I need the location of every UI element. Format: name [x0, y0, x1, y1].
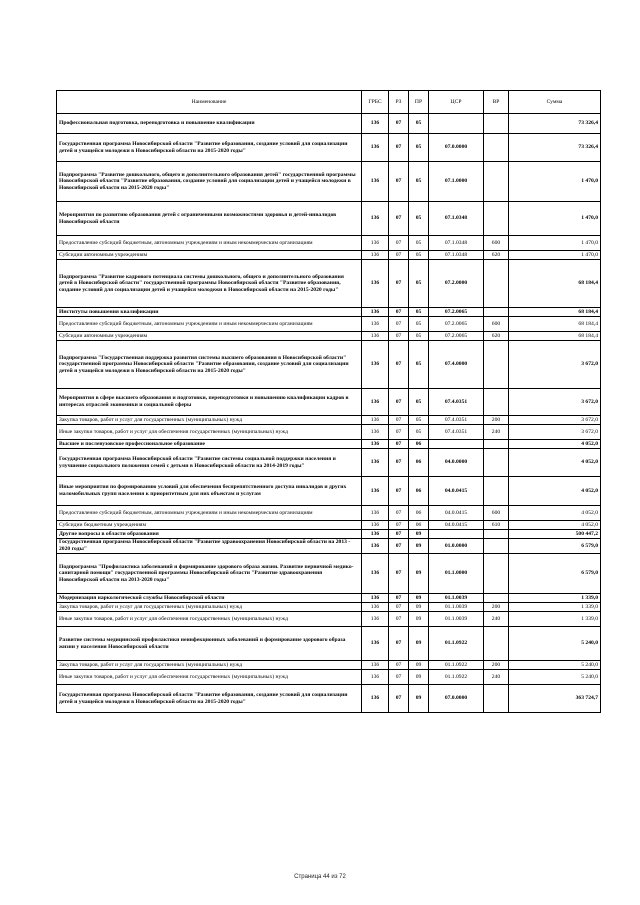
cell-pr: 09 — [409, 554, 429, 594]
cell-sum: 500 447,2 — [509, 530, 601, 539]
cell-pr: 05 — [409, 308, 429, 317]
cell-vr — [484, 162, 509, 202]
cell-pr: 05 — [409, 114, 429, 134]
table-row — [57, 308, 601, 317]
cell-vr: 200 — [484, 416, 509, 425]
cell-csr: 01.1.0922 — [429, 627, 484, 661]
cell-name: Подпрограмма "Развитие дошкольного, общего и дополнительного образования детей" государственной программы Новосибирской области "Развитие образования, создание условий для социализации детей и учащейся молодежи в Новосибирской области на 2015-2020 годы" — [57, 162, 362, 202]
cell-grbs: 136 — [362, 440, 389, 449]
cell-csr: 07.4.0000 — [429, 341, 484, 389]
cell-sum: 68 184,4 — [509, 332, 601, 341]
table-row — [57, 332, 601, 341]
cell-name: Высшее и послевузовское профессиональное образование — [57, 440, 362, 449]
cell-vr — [484, 627, 509, 661]
cell-sum: 1 470,0 — [509, 202, 601, 236]
cell-vr — [484, 389, 509, 416]
cell-name: Другие вопросы в области образования — [57, 530, 362, 539]
table-row — [57, 416, 601, 425]
cell-grbs: 136 — [362, 670, 389, 685]
cell-pr: 09 — [409, 594, 429, 603]
cell-name: Иные закупки товаров, работ и услуг для обеспечения государственных (муниципальных) нужд — [57, 425, 362, 440]
cell-csr: 01.1.0039 — [429, 603, 484, 612]
table-row — [57, 425, 601, 440]
cell-name: Мероприятия по развитию образования детей с ограниченными возможностями здоровья и детей-инвалидов Новосибирской области — [57, 202, 362, 236]
cell-grbs: 136 — [362, 341, 389, 389]
cell-csr: 07.2.0065 — [429, 308, 484, 317]
table-row — [57, 449, 601, 477]
header-vr: ВР — [484, 91, 509, 114]
cell-grbs: 136 — [362, 539, 389, 554]
cell-name: Государственная программа Новосибирской области "Развитие здравоохранения Новосибирской области на 2013 - 2020 годы" — [57, 539, 362, 554]
cell-vr — [484, 134, 509, 162]
cell-name: Предоставление субсидий бюджетным, автономным учреждениям и иным некоммерческим организациям — [57, 236, 362, 251]
table-row — [57, 539, 601, 554]
table-header-row — [57, 91, 601, 114]
cell-csr: 07.2.0065 — [429, 332, 484, 341]
table-row — [57, 594, 601, 603]
cell-pr: 05 — [409, 162, 429, 202]
cell-name: Институты повышения квалификации — [57, 308, 362, 317]
cell-grbs: 136 — [362, 308, 389, 317]
cell-grbs: 136 — [362, 612, 389, 627]
cell-rz: 07 — [389, 114, 409, 134]
cell-rz: 07 — [389, 260, 409, 308]
cell-vr — [484, 685, 509, 713]
cell-sum: 4 052,0 — [509, 521, 601, 530]
cell-vr — [484, 260, 509, 308]
cell-grbs: 136 — [362, 554, 389, 594]
cell-rz: 07 — [389, 440, 409, 449]
cell-sum: 3 672,0 — [509, 341, 601, 389]
cell-csr — [429, 530, 484, 539]
table-row — [57, 440, 601, 449]
cell-vr: 200 — [484, 603, 509, 612]
cell-vr — [484, 530, 509, 539]
cell-pr: 06 — [409, 449, 429, 477]
cell-pr: 05 — [409, 134, 429, 162]
cell-sum: 3 672,0 — [509, 389, 601, 416]
cell-sum: 1 339,0 — [509, 594, 601, 603]
cell-sum: 3 672,0 — [509, 425, 601, 440]
cell-rz: 07 — [389, 332, 409, 341]
cell-grbs: 136 — [362, 162, 389, 202]
table-row — [57, 134, 601, 162]
cell-grbs: 136 — [362, 530, 389, 539]
table-row — [57, 341, 601, 389]
cell-grbs: 136 — [362, 389, 389, 416]
header-grbs: ГРБС — [362, 91, 389, 114]
table-row — [57, 389, 601, 416]
cell-sum: 1 470,0 — [509, 162, 601, 202]
cell-sum: 5 240,0 — [509, 670, 601, 685]
cell-rz: 07 — [389, 603, 409, 612]
cell-vr: 600 — [484, 317, 509, 332]
cell-pr: 09 — [409, 603, 429, 612]
cell-csr: 07.4.0351 — [429, 389, 484, 416]
cell-rz: 07 — [389, 539, 409, 554]
cell-csr: 07.1.0000 — [429, 162, 484, 202]
cell-vr: 600 — [484, 506, 509, 521]
cell-pr: 09 — [409, 661, 429, 670]
cell-sum: 73 326,4 — [509, 114, 601, 134]
table-row — [57, 530, 601, 539]
cell-grbs: 136 — [362, 236, 389, 251]
cell-csr: 01.1.0039 — [429, 594, 484, 603]
cell-pr: 09 — [409, 530, 429, 539]
cell-vr: 620 — [484, 251, 509, 260]
cell-grbs: 136 — [362, 425, 389, 440]
table-row — [57, 612, 601, 627]
cell-rz: 07 — [389, 341, 409, 389]
cell-vr: 240 — [484, 670, 509, 685]
cell-pr: 06 — [409, 521, 429, 530]
cell-vr — [484, 202, 509, 236]
table-row — [57, 521, 601, 530]
cell-pr: 05 — [409, 317, 429, 332]
cell-rz: 07 — [389, 425, 409, 440]
cell-csr: 01.1.0922 — [429, 670, 484, 685]
cell-name: Подпрограмма "Развитие кадрового потенциала системы дошкольного, общего и дополнительного образования детей в Новосибирской области" государственной программы Новосибирской области "Развитие образования, создание условий для социализации детей и учащейся молодежи в Новосибирской области на 2015-2020 годы" — [57, 260, 362, 308]
cell-rz: 07 — [389, 506, 409, 521]
cell-vr — [484, 308, 509, 317]
cell-grbs: 136 — [362, 251, 389, 260]
cell-name: Подпрограмма "Государственная поддержка развития системы высшего образования в Новосибирской области" государственной программы Новосибирской области "Развитие образования, создание условий для социализации детей и учащейся молодежи в Новосибирской области на 2015-2020 годы" — [57, 341, 362, 389]
table-row — [57, 202, 601, 236]
page-number: Страница 44 из 72 — [294, 874, 346, 880]
budget-table — [56, 90, 601, 713]
cell-grbs: 136 — [362, 416, 389, 425]
cell-sum: 5 240,0 — [509, 661, 601, 670]
cell-grbs: 136 — [362, 114, 389, 134]
cell-name: Развитие системы медицинской профилактики неинфекционных заболеваний и формирование здорового образа жизни у населения Новосибирской области — [57, 627, 362, 661]
cell-grbs: 136 — [362, 685, 389, 713]
cell-name: Закупка товаров, работ и услуг для государственных (муниципальных) нужд — [57, 603, 362, 612]
cell-rz: 07 — [389, 308, 409, 317]
cell-vr: 620 — [484, 332, 509, 341]
cell-csr: 01.1.0039 — [429, 612, 484, 627]
cell-rz: 07 — [389, 627, 409, 661]
cell-vr: 610 — [484, 521, 509, 530]
cell-sum: 4 052,0 — [509, 440, 601, 449]
cell-pr: 06 — [409, 506, 429, 521]
cell-name: Закупка товаров, работ и услуг для государственных (муниципальных) нужд — [57, 661, 362, 670]
cell-name: Мероприятия в сфере высшего образования и подготовки, переподготовки и повышению квалификации кадров в интересах отраслей экономики и социальной сферы — [57, 389, 362, 416]
cell-name: Субсидии автономным учреждениям — [57, 251, 362, 260]
cell-grbs: 136 — [362, 134, 389, 162]
cell-grbs: 136 — [362, 449, 389, 477]
cell-csr: 04.0.0000 — [429, 449, 484, 477]
cell-pr: 09 — [409, 685, 429, 713]
cell-rz: 07 — [389, 521, 409, 530]
header-rz: РЗ — [389, 91, 409, 114]
cell-pr: 05 — [409, 425, 429, 440]
cell-rz: 07 — [389, 236, 409, 251]
cell-rz: 07 — [389, 530, 409, 539]
cell-rz: 07 — [389, 612, 409, 627]
table-row — [57, 506, 601, 521]
cell-sum: 68 184,4 — [509, 308, 601, 317]
cell-pr: 05 — [409, 236, 429, 251]
table-row — [57, 162, 601, 202]
cell-name: Профессиональная подготовка, переподготовка и повышение квалификации — [57, 114, 362, 134]
cell-sum: 73 326,4 — [509, 134, 601, 162]
cell-csr: 07.4.0351 — [429, 416, 484, 425]
cell-rz: 07 — [389, 202, 409, 236]
cell-name: Иные закупки товаров, работ и услуг для обеспечения государственных (муниципальных) нужд — [57, 670, 362, 685]
cell-csr — [429, 440, 484, 449]
cell-vr: 600 — [484, 236, 509, 251]
cell-vr — [484, 114, 509, 134]
table-row — [57, 114, 601, 134]
cell-sum: 1 339,0 — [509, 612, 601, 627]
cell-pr: 05 — [409, 260, 429, 308]
cell-vr: 240 — [484, 612, 509, 627]
cell-pr: 05 — [409, 251, 429, 260]
cell-sum: 5 240,0 — [509, 627, 601, 661]
cell-csr: 07.0.0000 — [429, 685, 484, 713]
cell-vr — [484, 539, 509, 554]
cell-csr: 07.1.0348 — [429, 236, 484, 251]
cell-rz: 07 — [389, 594, 409, 603]
cell-rz: 07 — [389, 162, 409, 202]
cell-pr: 09 — [409, 670, 429, 685]
cell-name: Субсидии автономным учреждениям — [57, 332, 362, 341]
cell-name: Подпрограмма "Профилактика заболеваний и формирование здорового образа жизни. Развитие первичной медико-санитарной помощи" государственной программы Новосибирской области "Развитие здравоохранения Новосибирской области на 2013-2020 годы" — [57, 554, 362, 594]
table-row — [57, 627, 601, 661]
header-sum: Сумма — [509, 91, 601, 114]
cell-name: Закупка товаров, работ и услуг для государственных (муниципальных) нужд — [57, 416, 362, 425]
cell-sum: 1 470,0 — [509, 251, 601, 260]
cell-name: Предоставление субсидий бюджетным, автономным учреждениям и иным некоммерческим организациям — [57, 506, 362, 521]
cell-rz: 07 — [389, 134, 409, 162]
cell-grbs: 136 — [362, 627, 389, 661]
cell-vr — [484, 594, 509, 603]
cell-sum: 6 579,0 — [509, 554, 601, 594]
cell-pr: 05 — [409, 389, 429, 416]
cell-name: Предоставление субсидий бюджетным, автономным учреждениям и иным некоммерческим организациям — [57, 317, 362, 332]
cell-grbs: 136 — [362, 521, 389, 530]
cell-pr: 05 — [409, 202, 429, 236]
cell-sum: 363 724,7 — [509, 685, 601, 713]
cell-csr: 07.2.0065 — [429, 317, 484, 332]
cell-sum: 1 339,0 — [509, 603, 601, 612]
cell-sum: 6 579,0 — [509, 539, 601, 554]
cell-csr: 04.0.0415 — [429, 521, 484, 530]
cell-grbs: 136 — [362, 260, 389, 308]
cell-csr: 07.0.0000 — [429, 134, 484, 162]
cell-vr — [484, 440, 509, 449]
cell-rz: 07 — [389, 449, 409, 477]
cell-sum: 68 184,4 — [509, 260, 601, 308]
cell-csr: 04.0.0415 — [429, 506, 484, 521]
cell-sum: 68 184,4 — [509, 317, 601, 332]
header-csr: ЦСР — [429, 91, 484, 114]
cell-rz: 07 — [389, 685, 409, 713]
cell-grbs: 136 — [362, 202, 389, 236]
cell-vr — [484, 449, 509, 477]
table-row — [57, 260, 601, 308]
cell-name: Иные закупки товаров, работ и услуг для обеспечения государственных (муниципальных) нужд — [57, 612, 362, 627]
cell-name: Иные мероприятия по формированию условий для обеспечения беспрепятственного доступа инвалидов и других маломобильных групп населения к приоритетным для них объектам и услугам — [57, 477, 362, 506]
cell-sum: 1 470,0 — [509, 236, 601, 251]
cell-sum: 4 052,0 — [509, 449, 601, 477]
cell-name: Государственная программа Новосибирской области "Развитие образования, создание условий для социализации детей и учащейся молодежи в Новосибирской области на 2015-2020 годы" — [57, 685, 362, 713]
cell-rz: 07 — [389, 554, 409, 594]
cell-grbs: 136 — [362, 317, 389, 332]
cell-rz: 07 — [389, 670, 409, 685]
cell-pr: 09 — [409, 612, 429, 627]
cell-vr — [484, 477, 509, 506]
cell-csr: 01.0.0000 — [429, 539, 484, 554]
cell-rz: 07 — [389, 416, 409, 425]
cell-vr: 200 — [484, 661, 509, 670]
cell-pr: 05 — [409, 332, 429, 341]
cell-grbs: 136 — [362, 332, 389, 341]
cell-csr: 01.1.0922 — [429, 661, 484, 670]
table-row — [57, 477, 601, 506]
table-row — [57, 603, 601, 612]
cell-rz: 07 — [389, 477, 409, 506]
cell-csr: 04.0.0415 — [429, 477, 484, 506]
cell-csr: 07.1.0348 — [429, 251, 484, 260]
cell-name: Государственная программа Новосибирской области "Развитие образования, создание условий для социализации детей и учащейся молодежи в Новосибирской области на 2015-2020 годы" — [57, 134, 362, 162]
cell-csr: 07.4.0351 — [429, 425, 484, 440]
cell-rz: 07 — [389, 661, 409, 670]
table-row — [57, 670, 601, 685]
cell-pr: 05 — [409, 416, 429, 425]
cell-name: Субсидии бюджетным учреждениям — [57, 521, 362, 530]
cell-pr: 09 — [409, 627, 429, 661]
cell-sum: 3 672,0 — [509, 416, 601, 425]
cell-pr: 05 — [409, 341, 429, 389]
table-body — [57, 114, 601, 713]
cell-csr — [429, 114, 484, 134]
cell-vr — [484, 341, 509, 389]
cell-pr: 06 — [409, 477, 429, 506]
cell-pr: 06 — [409, 440, 429, 449]
cell-name: Модернизация наркологической службы Новосибирской области — [57, 594, 362, 603]
cell-rz: 07 — [389, 317, 409, 332]
cell-name: Государственная программа Новосибирской области "Развитие системы социальной поддержки населения и улучшение социального положения семей с детьми в Новосибирской области на 2014-2019 годы" — [57, 449, 362, 477]
cell-csr: 07.2.0000 — [429, 260, 484, 308]
cell-csr: 07.1.0348 — [429, 202, 484, 236]
table-row — [57, 236, 601, 251]
table-row — [57, 251, 601, 260]
cell-sum: 4 052,0 — [509, 477, 601, 506]
cell-pr: 09 — [409, 539, 429, 554]
table-row — [57, 661, 601, 670]
cell-vr — [484, 554, 509, 594]
cell-rz: 07 — [389, 251, 409, 260]
cell-vr: 240 — [484, 425, 509, 440]
cell-csr: 01.1.0000 — [429, 554, 484, 594]
cell-grbs: 136 — [362, 603, 389, 612]
cell-grbs: 136 — [362, 477, 389, 506]
table-row — [57, 685, 601, 713]
table-row — [57, 554, 601, 594]
cell-grbs: 136 — [362, 506, 389, 521]
cell-sum: 4 052,0 — [509, 506, 601, 521]
table-row — [57, 317, 601, 332]
header-pr: ПР — [409, 91, 429, 114]
cell-rz: 07 — [389, 389, 409, 416]
header-name: Наименование — [57, 91, 362, 114]
cell-grbs: 136 — [362, 594, 389, 603]
cell-grbs: 136 — [362, 661, 389, 670]
